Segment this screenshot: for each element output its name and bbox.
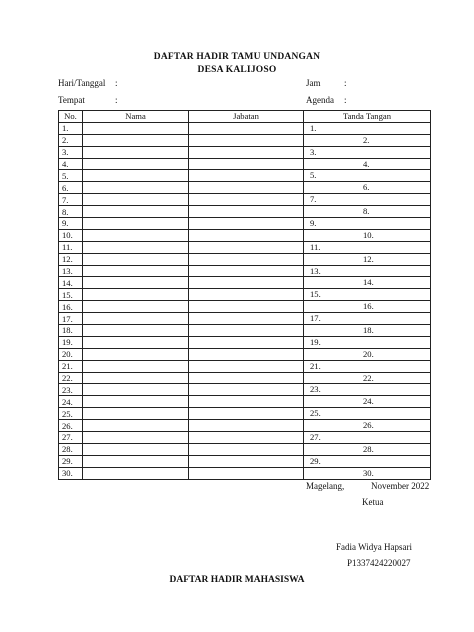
signature-cell bbox=[304, 134, 431, 146]
signature-number: 16. bbox=[363, 301, 374, 312]
row-number: 21. bbox=[59, 360, 83, 372]
nama-cell bbox=[83, 289, 189, 301]
table-row bbox=[59, 348, 431, 360]
nama-cell bbox=[83, 467, 189, 479]
table-row bbox=[59, 396, 431, 408]
jabatan-cell bbox=[189, 241, 304, 253]
table-row bbox=[59, 146, 431, 158]
signature-cell bbox=[304, 289, 431, 301]
table-row bbox=[59, 360, 431, 372]
nama-cell bbox=[83, 241, 189, 253]
signature-cell bbox=[304, 467, 431, 479]
table-row bbox=[59, 253, 431, 265]
signature-number: 8. bbox=[363, 206, 370, 217]
jabatan-cell bbox=[189, 420, 304, 432]
nama-cell bbox=[83, 443, 189, 455]
signature-number: 6. bbox=[363, 182, 370, 193]
nama-cell bbox=[83, 396, 189, 408]
jabatan-cell bbox=[189, 443, 304, 455]
signature-number: 5. bbox=[310, 170, 317, 181]
header-nama: Nama bbox=[83, 111, 189, 123]
signature-cell bbox=[304, 158, 431, 170]
nama-cell bbox=[83, 229, 189, 241]
signature-cell bbox=[304, 348, 431, 360]
row-number: 10. bbox=[59, 229, 83, 241]
jabatan-cell bbox=[189, 432, 304, 444]
jam-colon: : bbox=[344, 78, 347, 88]
table-row bbox=[59, 372, 431, 384]
signature-number: 20. bbox=[363, 348, 374, 359]
nama-cell bbox=[83, 122, 189, 134]
row-number: 24. bbox=[59, 396, 83, 408]
row-number: 15. bbox=[59, 289, 83, 301]
row-number: 22. bbox=[59, 372, 83, 384]
signature-number: 3. bbox=[310, 146, 317, 157]
table-row bbox=[59, 182, 431, 194]
table-row bbox=[59, 206, 431, 218]
signature-cell bbox=[304, 170, 431, 182]
signature-number: 17. bbox=[310, 313, 321, 324]
table-row bbox=[59, 134, 431, 146]
row-number: 25. bbox=[59, 408, 83, 420]
jabatan-cell bbox=[189, 182, 304, 194]
row-number: 18. bbox=[59, 325, 83, 337]
signer-role: Ketua bbox=[362, 497, 384, 507]
signature-cell bbox=[304, 372, 431, 384]
table-row bbox=[59, 289, 431, 301]
jabatan-cell bbox=[189, 206, 304, 218]
signature-number: 1. bbox=[310, 122, 317, 133]
signature-cell bbox=[304, 384, 431, 396]
signature-cell bbox=[304, 182, 431, 194]
signature-number: 15. bbox=[310, 289, 321, 300]
row-number: 8. bbox=[59, 206, 83, 218]
jabatan-cell bbox=[189, 336, 304, 348]
signature-cell bbox=[304, 194, 431, 206]
signature-number: 7. bbox=[310, 194, 317, 205]
hari-label: Hari/Tanggal bbox=[58, 78, 106, 88]
signature-cell bbox=[304, 253, 431, 265]
document-title: DAFTAR HADIR TAMU UNDANGAN bbox=[153, 52, 321, 62]
signature-number: 21. bbox=[310, 360, 321, 371]
row-number: 27. bbox=[59, 432, 83, 444]
signature-number: 12. bbox=[363, 253, 374, 264]
row-number: 19. bbox=[59, 336, 83, 348]
table-row bbox=[59, 313, 431, 325]
header-jabatan: Jabatan bbox=[189, 111, 304, 123]
signature-cell bbox=[304, 396, 431, 408]
signature-number: 23. bbox=[310, 384, 321, 395]
jabatan-cell bbox=[189, 360, 304, 372]
signature-number: 28. bbox=[363, 443, 374, 454]
table-row bbox=[59, 420, 431, 432]
signature-cell bbox=[304, 277, 431, 289]
signature-cell bbox=[304, 265, 431, 277]
signature-cell bbox=[304, 325, 431, 337]
signature-cell bbox=[304, 455, 431, 467]
signature-number: 22. bbox=[363, 372, 374, 383]
nama-cell bbox=[83, 325, 189, 337]
header-tanda-tangan: Tanda Tangan bbox=[304, 111, 431, 123]
jabatan-cell bbox=[189, 325, 304, 337]
row-number: 3. bbox=[59, 146, 83, 158]
row-number: 4. bbox=[59, 158, 83, 170]
signature-number: 11. bbox=[310, 241, 321, 252]
signer-name: Fadia Widya Hapsari bbox=[336, 542, 412, 552]
row-number: 6. bbox=[59, 182, 83, 194]
nama-cell bbox=[83, 384, 189, 396]
jabatan-cell bbox=[189, 253, 304, 265]
jabatan-cell bbox=[189, 218, 304, 230]
table-row bbox=[59, 158, 431, 170]
row-number: 30. bbox=[59, 467, 83, 479]
jabatan-cell bbox=[189, 122, 304, 134]
row-number: 2. bbox=[59, 134, 83, 146]
row-number: 1. bbox=[59, 122, 83, 134]
attendance-table bbox=[58, 110, 431, 480]
nama-cell bbox=[83, 313, 189, 325]
signature-cell bbox=[304, 229, 431, 241]
signature-cell bbox=[304, 443, 431, 455]
jam-label: Jam bbox=[306, 78, 321, 88]
jabatan-cell bbox=[189, 301, 304, 313]
jabatan-cell bbox=[189, 455, 304, 467]
table-row bbox=[59, 277, 431, 289]
signature-cell bbox=[304, 301, 431, 313]
table-row bbox=[59, 443, 431, 455]
jabatan-cell bbox=[189, 277, 304, 289]
row-number: 9. bbox=[59, 218, 83, 230]
row-number: 14. bbox=[59, 277, 83, 289]
nama-cell bbox=[83, 301, 189, 313]
signature-number: 9. bbox=[310, 218, 317, 229]
table-row bbox=[59, 432, 431, 444]
signature-cell bbox=[304, 336, 431, 348]
table-row bbox=[59, 455, 431, 467]
nama-cell bbox=[83, 348, 189, 360]
month-year: November 2022 bbox=[371, 481, 430, 491]
nama-cell bbox=[83, 158, 189, 170]
nama-cell bbox=[83, 182, 189, 194]
table-header-row bbox=[59, 111, 431, 123]
table-row bbox=[59, 241, 431, 253]
jabatan-cell bbox=[189, 372, 304, 384]
row-number: 20. bbox=[59, 348, 83, 360]
nama-cell bbox=[83, 170, 189, 182]
row-number: 7. bbox=[59, 194, 83, 206]
nama-cell bbox=[83, 420, 189, 432]
row-number: 17. bbox=[59, 313, 83, 325]
nama-cell bbox=[83, 206, 189, 218]
row-number: 23. bbox=[59, 384, 83, 396]
nama-cell bbox=[83, 360, 189, 372]
jabatan-cell bbox=[189, 146, 304, 158]
jabatan-cell bbox=[189, 348, 304, 360]
next-section-title: DAFTAR HADIR MAHASISWA bbox=[169, 575, 305, 585]
table-row bbox=[59, 265, 431, 277]
signature-number: 18. bbox=[363, 325, 374, 336]
agenda-label: Agenda bbox=[306, 95, 334, 105]
document-subtitle: DESA KALIJOSO bbox=[197, 65, 277, 75]
table-body bbox=[59, 122, 431, 479]
signature-cell bbox=[304, 360, 431, 372]
row-number: 29. bbox=[59, 455, 83, 467]
nama-cell bbox=[83, 336, 189, 348]
row-number: 28. bbox=[59, 443, 83, 455]
nama-cell bbox=[83, 134, 189, 146]
signature-number: 10. bbox=[363, 229, 374, 240]
row-number: 16. bbox=[59, 301, 83, 313]
jabatan-cell bbox=[189, 396, 304, 408]
signer-id: P1337424220027 bbox=[347, 558, 411, 568]
signature-cell bbox=[304, 122, 431, 134]
jabatan-cell bbox=[189, 289, 304, 301]
row-number: 12. bbox=[59, 253, 83, 265]
signature-cell bbox=[304, 206, 431, 218]
table-row bbox=[59, 467, 431, 479]
nama-cell bbox=[83, 455, 189, 467]
table-row bbox=[59, 194, 431, 206]
signature-cell bbox=[304, 241, 431, 253]
tempat-label: Tempat bbox=[58, 95, 85, 105]
jabatan-cell bbox=[189, 313, 304, 325]
signature-number: 2. bbox=[363, 134, 370, 145]
nama-cell bbox=[83, 146, 189, 158]
table-row bbox=[59, 122, 431, 134]
signature-number: 14. bbox=[363, 277, 374, 288]
jabatan-cell bbox=[189, 158, 304, 170]
signature-number: 24. bbox=[363, 396, 374, 407]
jabatan-cell bbox=[189, 408, 304, 420]
signature-number: 27. bbox=[310, 432, 321, 443]
nama-cell bbox=[83, 218, 189, 230]
signature-number: 4. bbox=[363, 158, 370, 169]
table-row bbox=[59, 301, 431, 313]
header-no: No. bbox=[59, 111, 83, 123]
place-date: Magelang, bbox=[306, 481, 345, 491]
row-number: 5. bbox=[59, 170, 83, 182]
signature-number: 25. bbox=[310, 408, 321, 419]
signature-number: 19. bbox=[310, 336, 321, 347]
table-row bbox=[59, 170, 431, 182]
signature-number: 29. bbox=[310, 455, 321, 466]
table-row bbox=[59, 218, 431, 230]
signature-number: 13. bbox=[310, 265, 321, 276]
nama-cell bbox=[83, 432, 189, 444]
row-number: 26. bbox=[59, 420, 83, 432]
jabatan-cell bbox=[189, 384, 304, 396]
row-number: 11. bbox=[59, 241, 83, 253]
nama-cell bbox=[83, 277, 189, 289]
signature-cell bbox=[304, 420, 431, 432]
signature-cell bbox=[304, 432, 431, 444]
signature-cell bbox=[304, 146, 431, 158]
nama-cell bbox=[83, 194, 189, 206]
hari-colon: : bbox=[115, 78, 118, 88]
tempat-colon: : bbox=[115, 95, 118, 105]
signature-cell bbox=[304, 408, 431, 420]
signature-number: 30. bbox=[363, 467, 374, 478]
nama-cell bbox=[83, 408, 189, 420]
jabatan-cell bbox=[189, 194, 304, 206]
agenda-colon: : bbox=[344, 95, 347, 105]
table-row bbox=[59, 384, 431, 396]
table-row bbox=[59, 229, 431, 241]
jabatan-cell bbox=[189, 265, 304, 277]
table-row bbox=[59, 408, 431, 420]
jabatan-cell bbox=[189, 467, 304, 479]
signature-number: 26. bbox=[363, 420, 374, 431]
row-number: 13. bbox=[59, 265, 83, 277]
nama-cell bbox=[83, 253, 189, 265]
signature-cell bbox=[304, 313, 431, 325]
jabatan-cell bbox=[189, 134, 304, 146]
nama-cell bbox=[83, 265, 189, 277]
nama-cell bbox=[83, 372, 189, 384]
jabatan-cell bbox=[189, 229, 304, 241]
table-row bbox=[59, 325, 431, 337]
signature-cell bbox=[304, 218, 431, 230]
table-row bbox=[59, 336, 431, 348]
jabatan-cell bbox=[189, 170, 304, 182]
